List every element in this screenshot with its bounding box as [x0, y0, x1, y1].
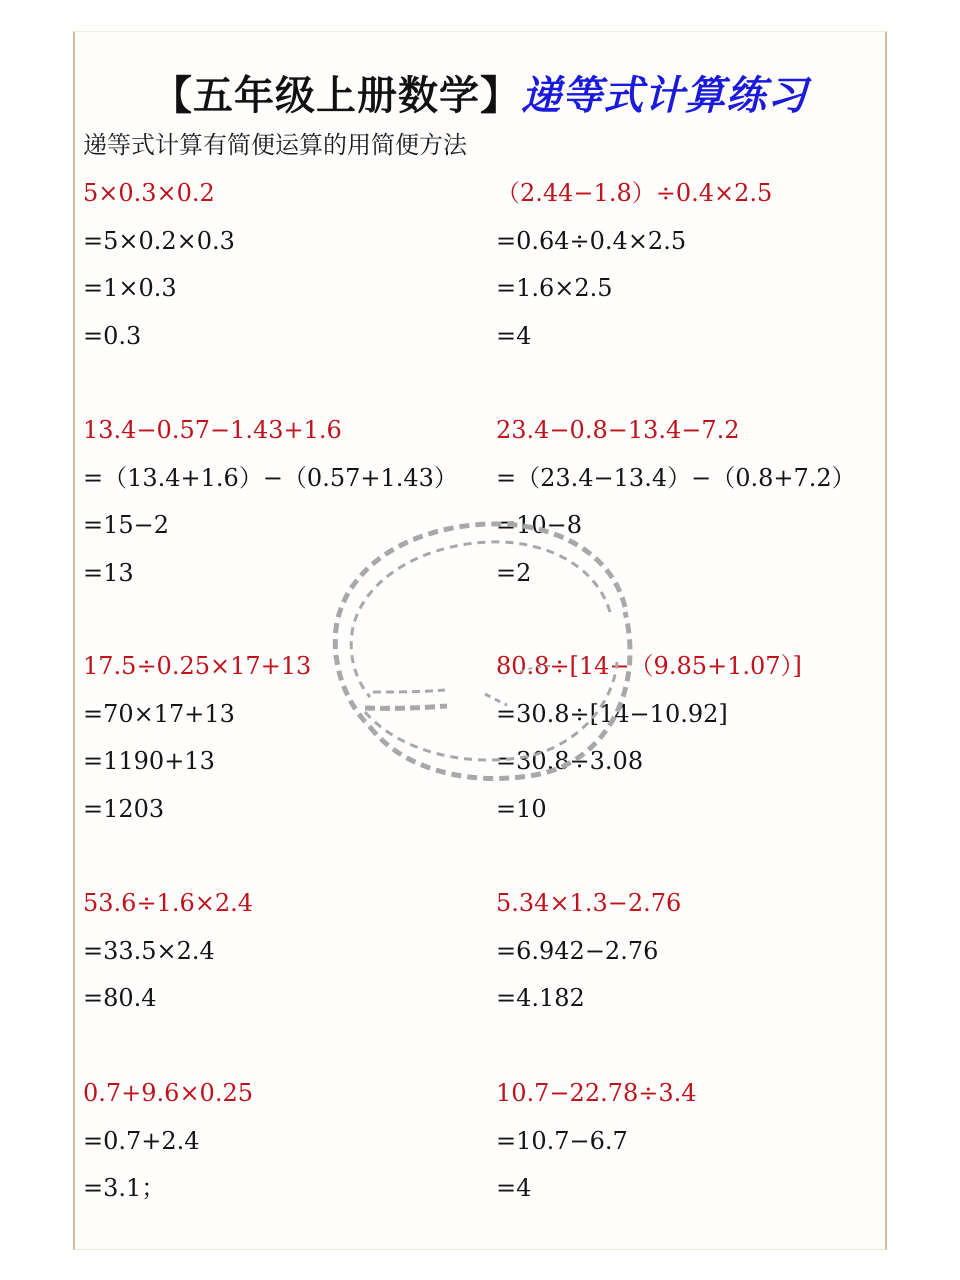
worksheet-title: [75, 72, 885, 120]
problem-step: =15−2: [83, 511, 170, 539]
problem-question: 0.7+9.6×0.25: [83, 1079, 253, 1107]
problem-step: =1×0.3: [83, 274, 177, 302]
problem-step: =5×0.2×0.3: [83, 226, 235, 255]
problem-step: =80.4: [83, 984, 157, 1012]
problem-step: =1190+13: [83, 747, 215, 775]
problem-10: [496, 1070, 697, 1213]
problem-5: [83, 643, 311, 833]
problem-4: [496, 407, 856, 597]
problem-step: =0.7+2.4: [83, 1126, 200, 1155]
problem-step: =10: [496, 794, 547, 823]
worksheet-page: [73, 31, 887, 1250]
problem-step: =6.942−2.76: [496, 936, 659, 965]
problem-step: =70×17+13: [83, 699, 235, 728]
instructions: 递等式计算有简便运算的用简便方法: [83, 131, 467, 159]
problem-question: 13.4−0.57−1.43+1.6: [83, 416, 342, 444]
problem-step: =4.182: [496, 984, 585, 1012]
problem-step: =2: [496, 558, 532, 587]
problem-step: =1.6×2.5: [496, 274, 613, 302]
problem-step: =0.3: [83, 321, 142, 350]
problem-1: [83, 170, 235, 360]
problem-step: =3.1；: [83, 1174, 166, 1202]
problem-step: =（13.4+1.6）−（0.57+1.43）: [83, 463, 458, 492]
problem-question: 10.7−22.78÷3.4: [496, 1079, 697, 1107]
problem-step: =30.8÷3.08: [496, 747, 644, 775]
problem-question: 5×0.3×0.2: [83, 179, 215, 207]
title-topic-label: 递等式计算练习: [521, 73, 808, 119]
problem-3: [83, 407, 458, 597]
problem-step: =30.8÷[14−10.92]: [496, 699, 728, 728]
problem-step: =（23.4−13.4）−（0.8+7.2）: [496, 463, 856, 492]
problem-step: =10−8: [496, 511, 583, 539]
problem-question: 80.8÷[14−（9.85+1.07）]: [496, 652, 802, 680]
title-grade-label: 【五年级上册数学】: [152, 73, 521, 119]
problem-step: =0.64÷0.4×2.5: [496, 226, 687, 255]
problem-question: 23.4−0.8−13.4−7.2: [496, 416, 740, 444]
problem-step: =4: [496, 1174, 532, 1202]
problem-step: =1203: [83, 794, 165, 823]
problem-2: [496, 170, 772, 360]
problem-question: （2.44−1.8）÷0.4×2.5: [496, 179, 773, 207]
problem-step: =13: [83, 558, 134, 587]
problem-9: [83, 1070, 253, 1213]
problem-step: =4: [496, 321, 532, 350]
problem-step: =33.5×2.4: [83, 936, 215, 965]
problem-7: [83, 880, 253, 1023]
problem-question: 17.5÷0.25×17+13: [83, 652, 312, 680]
problem-question: 53.6÷1.6×2.4: [83, 889, 253, 917]
problem-8: [496, 880, 681, 1023]
problem-step: =10.7−6.7: [496, 1126, 628, 1155]
problem-question: 5.34×1.3−2.76: [496, 889, 682, 917]
problem-6: [496, 643, 802, 833]
